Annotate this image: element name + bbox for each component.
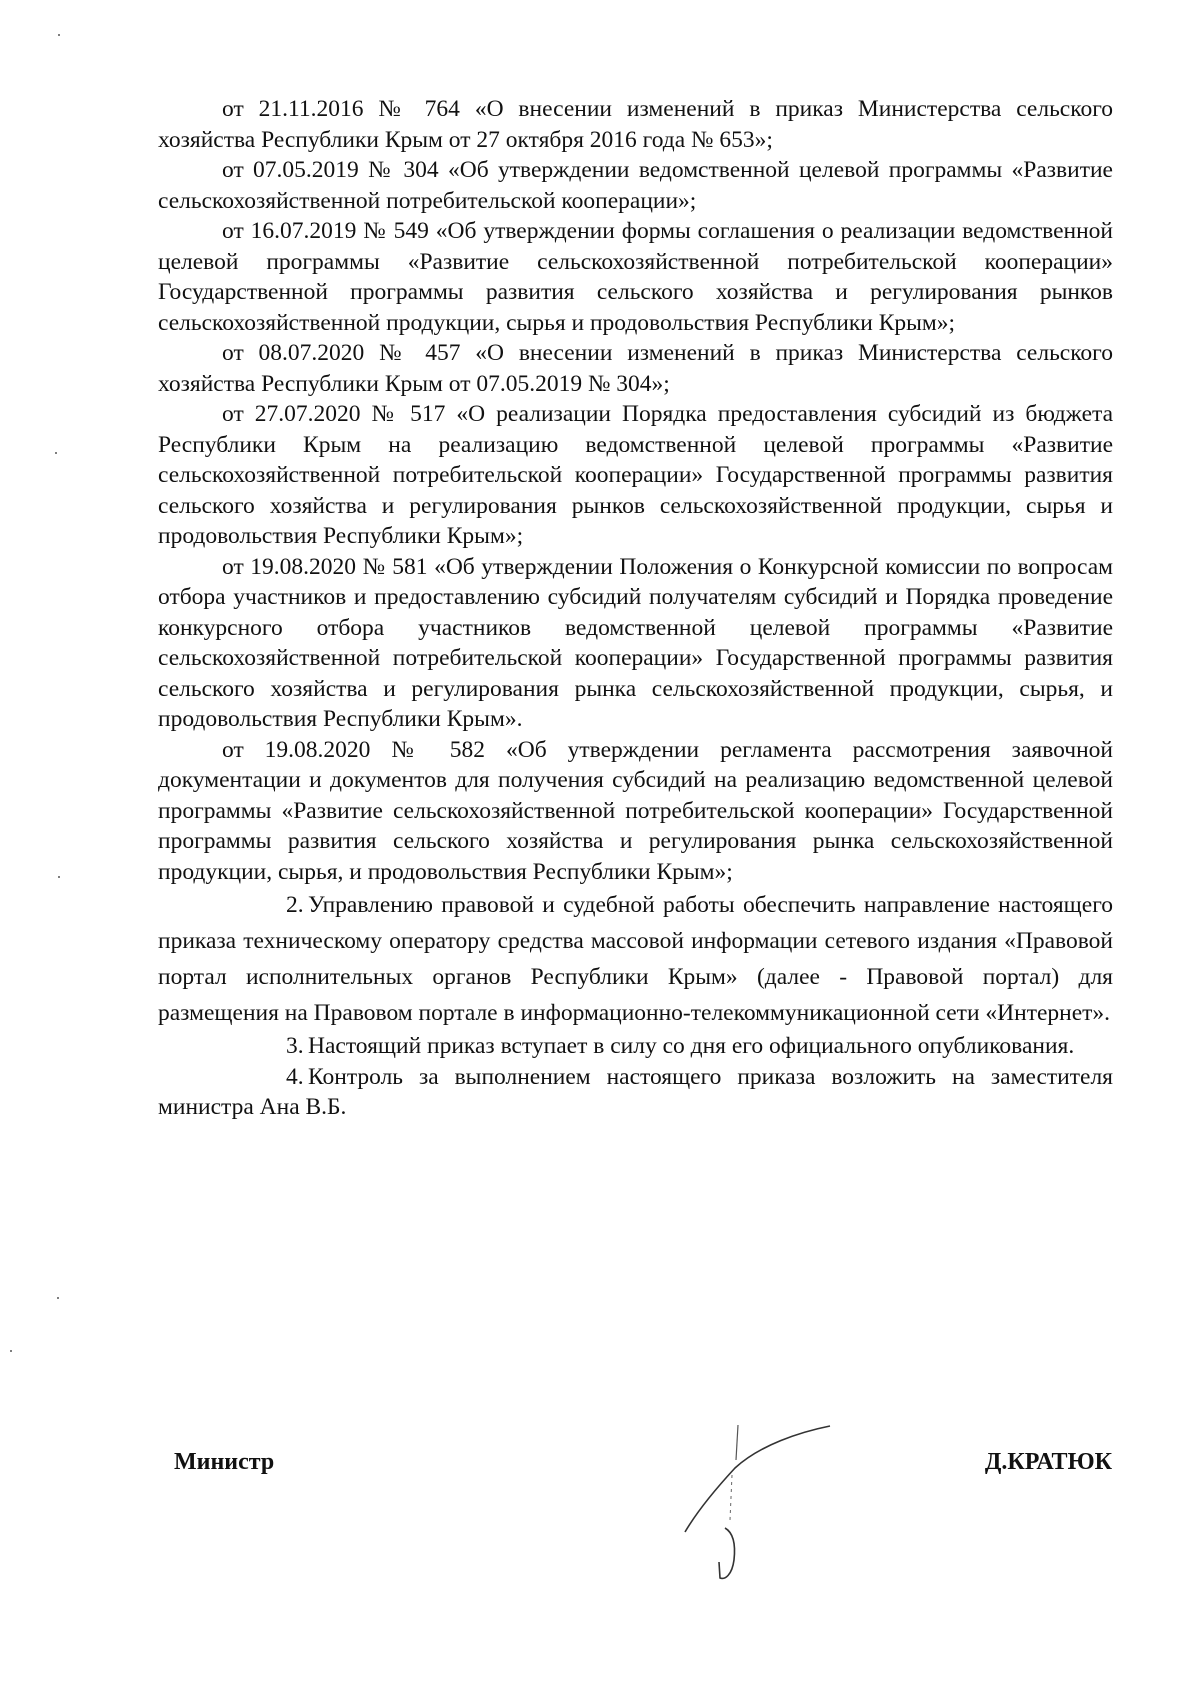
clause-number: 3. — [286, 1033, 304, 1059]
clause-text: Настоящий приказ вступает в силу со дня его официального опубликования. — [308, 1033, 1075, 1059]
order-reference-1: от 21.11.2016 № 764 «О внесении изменений в приказ Министерства сельского хозяйства Республики Крым от 27 октября 2016 года № 653»; — [158, 96, 1113, 153]
handwritten-signature — [650, 1420, 850, 1600]
clause-2 — [158, 887, 1113, 1031]
scan-speck — [58, 876, 60, 878]
signatory-title: Министр — [174, 1449, 275, 1475]
clause-number: 4. — [286, 1063, 304, 1090]
clause-text: Управлению правовой и судебной работы обеспечить направление настоящего приказа техническому оператору средства массовой информации сетевого издания «Правовой портал исполнительных органов Республики Крым» (далее - Правовой портал) для размещения на Правовом портале в информационно-телекоммуникационной сети «Интернет». — [158, 892, 1113, 1026]
order-reference-2: от 07.05.2019 № 304 «Об утверждении ведомственной целевой программы «Развитие сельскохозяйственной потребительской кооперации»; — [158, 157, 1113, 214]
scan-speck — [57, 1297, 59, 1299]
scan-speck — [10, 1350, 12, 1352]
clause-3 — [158, 1031, 1113, 1062]
document-body — [158, 94, 1113, 1123]
scan-speck — [58, 34, 60, 36]
order-reference-4: от 08.07.2020 № 457 «О внесении изменений в приказ Министерства сельского хозяйства Республики Крым от 07.05.2019 № 304»; — [158, 340, 1113, 397]
order-reference-5: от 27.07.2020 № 517 «О реализации Порядка предоставления субсидий из бюджета Республики Крым на реализацию ведомственной целевой программы «Развитие сельскохозяйственной потребительской кооперации» Государственной программы развития сельского хозяйства и регулирования рынков сельскохозяйственной продукции, сырья и продовольствия Республики Крым»; — [158, 401, 1113, 549]
order-reference-7: от 19.08.2020 № 582 «Об утверждении регламента рассмотрения заявочной документации и документов для получения субсидий на реализацию ведомственной целевой программы «Развитие сельскохозяйственной потребительской кооперации» Государственной программы развития сельского хозяйства и регулирования рынка сельскохозяйственной продукции, сырья, и продовольствия Республики Крым»; — [158, 736, 1113, 885]
clause-number: 2. — [286, 892, 304, 918]
order-reference-6: от 19.08.2020 № 581 «Об утверждении Положения о Конкурсной комиссии по вопросам отбора участников и предоставлению субсидий получателям субсидий и Порядка проведение конкурсного отбора участников ведомственной целевой программы «Развитие сельскохозяйственной потребительской кооперации» Государственной программы развития сельского хозяйства и регулирования рынка сельскохозяйственной продукции, сырья, и продовольствия Республики Крым». — [158, 553, 1113, 732]
scan-speck — [55, 452, 57, 454]
signatory-name: Д.КРАТЮК — [984, 1449, 1112, 1475]
order-reference-3: от 16.07.2019 № 549 «Об утверждении формы соглашения о реализации ведомственной целевой программы «Развитие сельскохозяйственной потребительской кооперации» Государственной программы развития сельского хозяйства и регулирования рынков сельскохозяйственной продукции, сырья и продовольствия Республики Крым»; — [158, 218, 1113, 336]
clause-4 — [158, 1062, 1113, 1123]
clause-text: Контроль за выполнением настоящего приказа возложить на заместителя министра Ана В.Б. — [158, 1063, 1113, 1120]
